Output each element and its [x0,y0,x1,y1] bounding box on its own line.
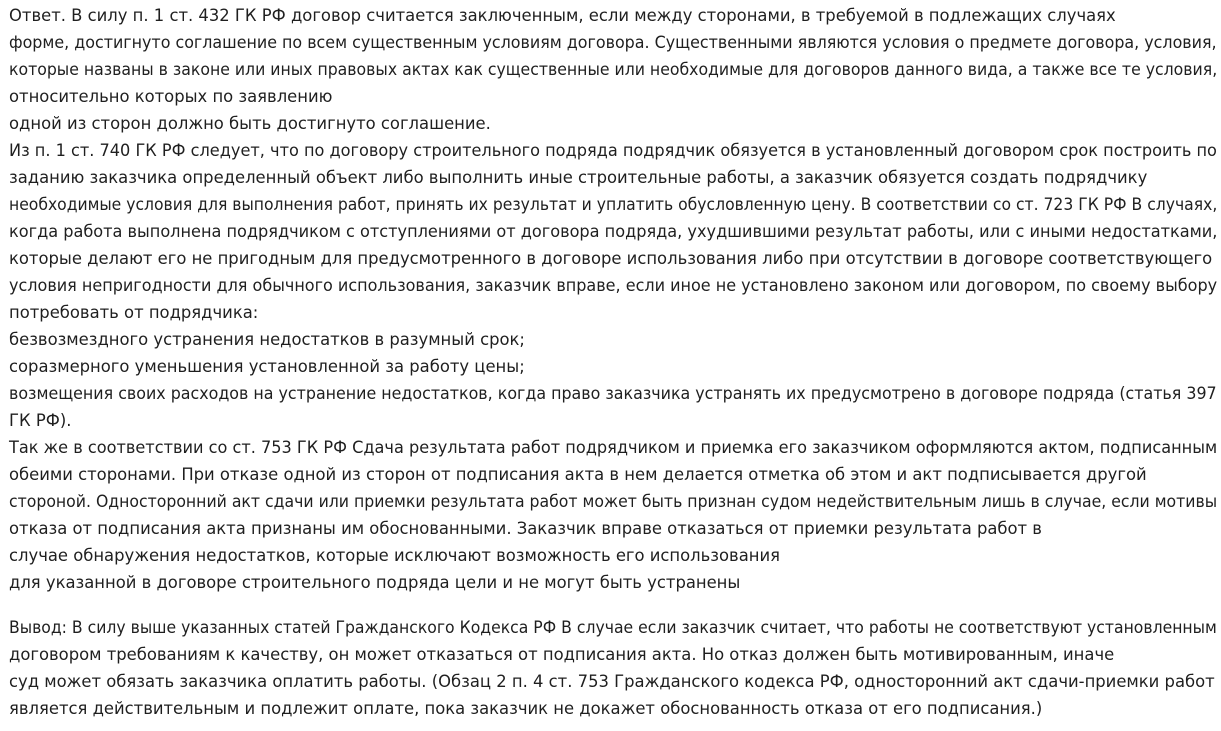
answer-line-7: заданию заказчика определенный объект либо выполнить иные строительные работы, а заказчик обязуется создать подрядчику [9,168,1148,187]
conclusion-line-4: является действительным и подлежит оплате, пока заказчик не докажет обоснованность отказа от его подписания.) [9,699,1043,718]
list-item-2: соразмерного уменьшения установленной за работу цены; [9,357,525,376]
list-item-3-continued: ГК РФ). [9,411,72,430]
answer-line-17: Так же в соответствии со ст. 753 ГК РФ Сдача результата работ подрядчиком и приемка его заказчиком оформляются актом, подписанным [9,438,1218,457]
answer-line-10: которые делают его не пригодным для предусмотренного в договоре использования либо при отсутствии в договоре соответствующего [9,249,1213,268]
answer-line-6: Из п. 1 ст. 740 ГК РФ следует, что по договору строительного подряда подрядчик обязуется в установленный договором срок построить по [9,141,1217,160]
conclusion-line-1: Вывод: В силу выше указанных статей Гражданского Кодекса РФ В случае если заказчик считает, что работы не соответствуют установленным [9,618,1217,637]
answer-line-20: отказа от подписания акта признаны им обоснованными. Заказчик вправе отказаться от приемки результата работ в [9,519,1042,538]
answer-line-9: когда работа выполнена подрядчиком с отступлениями от договора подряда, ухудшившими результат работы, или с иными недостатками, [9,222,1218,241]
answer-line-2: форме, достигнуто соглашение по всем существенным условиям договора. Существенными являются условия о предмете договора, условия, [9,33,1217,52]
answer-line-22: для указанной в договоре строительного подряда цели и не могут быть устранены [9,573,741,592]
answer-line-12: потребовать от подрядчика: [9,303,259,322]
answer-line-4: относительно которых по заявлению [9,87,333,106]
answer-line-1: Ответ. В силу п. 1 ст. 432 ГК РФ договор считается заключенным, если между сторонами, в требуемой в подлежащих случаях [9,6,1116,25]
list-item-1: безвозмездного устранения недостатков в разумный срок; [9,330,525,349]
answer-line-21: случае обнаружения недостатков, которые исключают возможность его использования [9,546,780,565]
answer-line-3: которые названы в законе или иных правовых актах как существенные или необходимые для договоров данного вида, а также все те условия, [9,60,1218,79]
answer-line-18: обеими сторонами. При отказе одной из сторон от подписания акта в нем делается отметка об этом и акт подписывается другой [9,465,1147,484]
conclusion-line-3: суд может обязать заказчика оплатить работы. (Обзац 2 п. 4 ст. 753 Гражданского кодекса РФ, односторонний акт сдачи-приемки работ [9,672,1215,691]
answer-line-19: стороной. Односторонний акт сдачи или приемки результата работ может быть признан судом недействительным лишь в случае, если мотивы [9,492,1218,511]
list-item-3: возмещения своих расходов на устранение недостатков, когда право заказчика устранять их предусмотрено в договоре подряда (статья 397 [9,384,1217,403]
answer-line-8: необходимые условия для выполнения работ, принять их результат и уплатить обусловленную цену. В соответствии со ст. 723 ГК РФ В случаях, [9,195,1218,214]
answer-line-11: условия непригодности для обычного использования, заказчик вправе, если иное не установлено законом или договором, по своему выбору [9,276,1218,295]
conclusion-line-2: договором требованиям к качеству, он может отказаться от подписания акта. Но отказ должен быть мотивированным, иначе [9,645,1115,664]
answer-line-5: одной из сторон должно быть достигнуто соглашение. [9,114,491,133]
